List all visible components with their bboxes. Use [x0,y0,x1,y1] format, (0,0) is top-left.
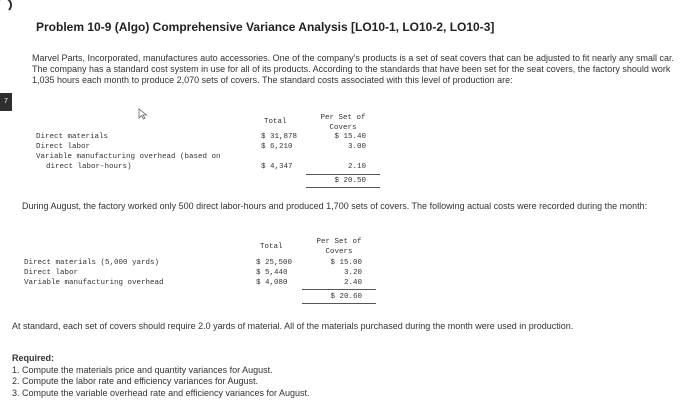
act-total-underline [302,303,376,304]
act-row-total: $ 5,440 [256,269,288,277]
act-col-per-set-line1: Per Set of [316,238,362,246]
std-row-per-set: 3.00 [347,143,366,151]
std-total-underline [306,187,380,188]
act-row-total: $ 25,500 [256,259,293,267]
std-row-label: Direct materials [36,133,109,141]
august-paragraph: During August, the factory worked only 500 direct labor-hours and produced 1,700 sets of covers. The following actual costs were recorded during the month: [22,201,648,211]
std-row-total: $ 4,347 [261,163,293,171]
std-col-per-set [316,113,370,133]
std-col-per-set-line1: Per Set of [320,114,366,122]
act-row-per-set: 2.40 [343,279,362,287]
intro-paragraph: Marvel Parts, Incorporated, manufactures auto accessories. One of the company's products is a set of seat covers that can be adjusted to fit nearly any small car. The company has a standard cost system in use for all of its products. According to the standards that have been set for the seat covers, the factory should work 1,035 hours each month to produce 2,070 sets of covers. The standard costs associated with this level of production are: [32,53,675,85]
std-row-per-set: 2.10 [347,163,366,171]
required-section [12,353,310,399]
std-row-total: $ 6,210 [261,143,293,151]
act-row-total: $ 4,080 [256,279,288,287]
std-row-label: Direct labor [36,143,91,151]
std-per-set-total: $ 20.50 [334,177,366,185]
act-col-total: Total [260,243,283,251]
std-total-rule [306,174,380,175]
act-col-per-set [312,237,366,257]
act-row-per-set: 3.20 [343,269,362,277]
edge-arc-icon [0,0,12,13]
std-row-label: Variable manufacturing overhead (based on [36,153,221,161]
act-row-label: Direct labor [24,269,79,277]
act-row-label: Direct materials (5,000 yards) [24,259,160,267]
mouse-cursor-icon [138,108,148,120]
act-row-per-set: $ 15.00 [330,259,362,267]
page-tab: 7 [0,93,12,111]
std-row-total: $ 31,878 [261,133,298,141]
act-col-per-set-line2: Covers [325,248,353,256]
problem-title: Problem 10-9 (Algo) Comprehensive Variance Analysis [LO10-1, LO10-2, LO10-3] [36,20,495,34]
required-item: 1. Compute the materials price and quantity variances for August. [12,364,273,375]
required-item: 3. Compute the variable overhead rate and efficiency variances for August. [12,387,310,398]
act-per-set-total: $ 20.60 [330,293,362,301]
std-row-label-cont: direct labor-hours) [46,163,132,171]
std-col-total: Total [264,118,287,126]
required-item: 2. Compute the labor rate and efficiency variances for August. [12,376,258,386]
standard-note-paragraph: At standard, each set of covers should require 2.0 yards of material. All of the materials purchased during the month were used in production. [12,321,574,331]
act-total-rule [302,289,376,290]
act-row-label: Variable manufacturing overhead [24,279,164,287]
required-heading: Required: [12,353,55,363]
std-row-per-set: $ 15.40 [334,133,366,141]
std-col-per-set-line2: Covers [329,124,357,132]
